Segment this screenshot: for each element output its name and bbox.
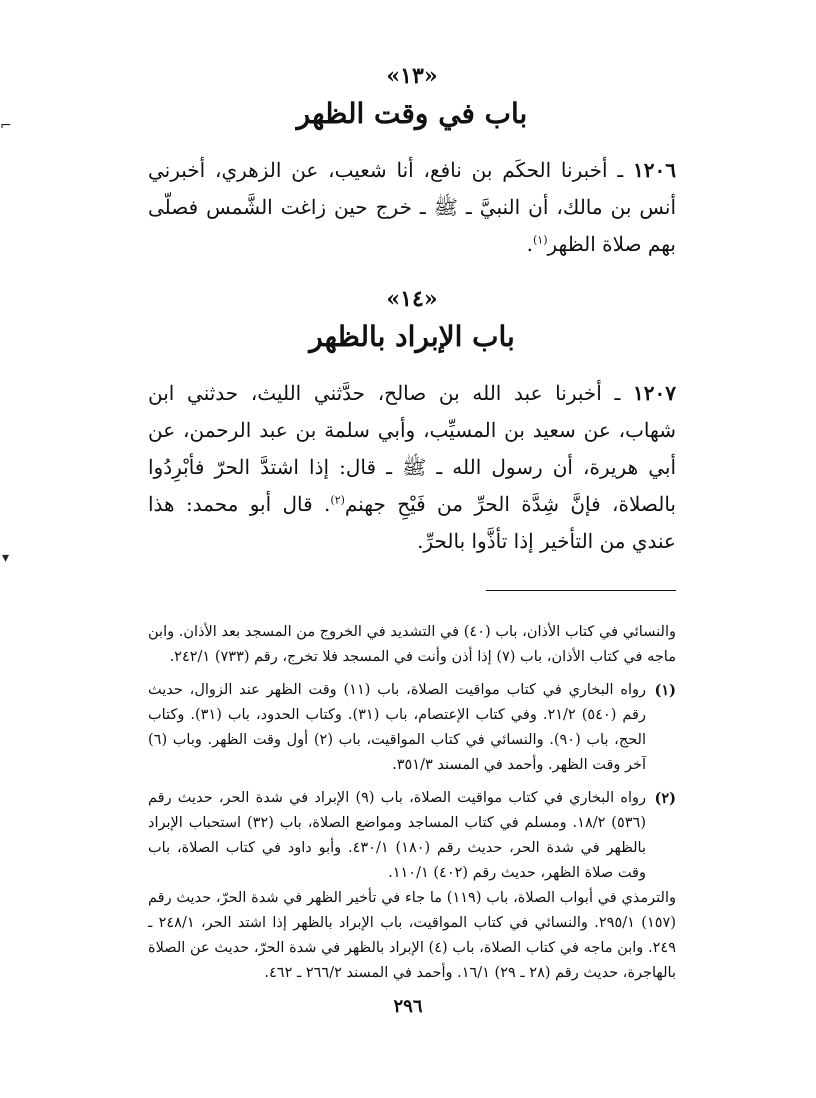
section-14 — [148, 285, 676, 560]
chapter-title: باب الإبراد بالظهر — [309, 320, 515, 353]
scan-mark: ▾ — [2, 550, 10, 566]
chapter-number: «١٤» — [386, 286, 438, 312]
footnote-1 — [148, 678, 676, 778]
page-content — [148, 40, 676, 994]
hadith-paragraph — [148, 152, 676, 263]
footnote-ref: (٢) — [330, 493, 345, 507]
hadith-end: . قال أبو محمد: هذا عندي من التأخير إذا تأذَّوا بالحرِّ. — [148, 492, 676, 553]
footnote-label: (١) — [654, 682, 676, 699]
hadith-text: ـ أخبرنا عبد الله بن صالح، حدَّثني الليث، حدثني ابن شهاب، عن سعيد بن المسيِّب، وأبي سلمة بن عبد الرحمن، عن أبي هريرة، أن رسول الله ـ ﷺ ـ قال: إذا اشتدَّ الحرّ فأبْرِدُوا بالصلاة، فإنَّ شِدَّة الحرِّ من فَيْحِ جهنم — [148, 381, 676, 516]
scan-mark: ⌐ — [0, 118, 12, 134]
footnote-2 — [148, 786, 676, 986]
footnote-ref: (١) — [532, 233, 548, 247]
footnote-label: (٢) — [654, 790, 676, 807]
footnote-text: رواه البخاري في كتاب مواقيت الصلاة، باب (١١) وقت الظهر عند الزوال، حديث رقم (٥٤٠) ٢١/٢. وفي كتاب الإعتصام، باب (٣١). وكتاب الحدود، باب (٣١). وكتاب الحج، باب (٩٠). والنسائي في كتاب المواقيت، باب (٢) أول وقت الظهر. وباب (٦) آخر وقت الظهر. وأحمد في المسند ٣٥١/٣. — [148, 682, 647, 773]
chapter-number: «١٣» — [386, 63, 438, 89]
hadith-paragraph — [148, 375, 676, 560]
footnotes — [148, 620, 676, 986]
page-number: ٢٩٦ — [393, 996, 423, 1017]
section-13 — [148, 62, 676, 263]
footnote-continued: والنسائي في كتاب الأذان، باب (٤٠) في التشديد في الخروج من المسجد بعد الأذان. وابن ماجه في كتاب الأذان، باب (٧) إذا أذن وأنت في المسجد فلا تخرج، رقم (٧٣٣) ٢٤٢/١. — [148, 624, 676, 665]
footnote-separator-area — [148, 560, 676, 620]
footnote-text-continued: والترمذي في أبواب الصلاة، باب (١١٩) ما جاء في تأخير الظهر في شدة الحرّ، حديث رقم (١٥٧) ٢٩٥/١. والنسائي في كتاب المواقيت، باب الإبراد بالظهر إذا اشتد الحر، ٢٤٨/١ ـ ٢٤٩. وابن ماجه في كتاب الصلاة، باب (٤) الإبراد بالظهر في شدة الحرّ، حديث عن الصلاة بالهاجرة، حديث رقم (٢٨ ـ ٢٩) ١٦/١. وأحمد في المسند ٢٦٦/٢ ـ ٤٦٢. — [148, 890, 677, 981]
footnote-separator — [486, 590, 676, 591]
hadith-number: ١٢٠٧ — [633, 381, 676, 405]
chapter-title: باب في وقت الظهر — [296, 97, 528, 130]
hadith-text: ـ أخبرنا الحكَم بن نافع، أنا شعيب، عن الزهري، أخبرني أنس بن مالك، أن النبيَّ ـ ﷺ ـ خرج حين زاغت الشَّمس فصلّى بهم صلاة الظهر — [148, 158, 676, 256]
hadith-number: ١٢٠٦ — [633, 158, 676, 182]
hadith-end: . — [526, 232, 533, 256]
footnote-text: رواه البخاري في كتاب مواقيت الصلاة، باب (٩) الإبراد في شدة الحر، حديث رقم (٥٣٦) ١٨/٢. ومسلم في كتاب المساجد ومواضع الصلاة، باب (٣٢) استحباب الإبراد بالظهر في شدة الحر، حديث رقم (١٨٠) ٤٣٠/١. وأبو داود في كتاب الصلاة، باب وقت صلاة الظهر، حديث رقم (٤٠٢) ١١٠/١. — [148, 790, 646, 881]
